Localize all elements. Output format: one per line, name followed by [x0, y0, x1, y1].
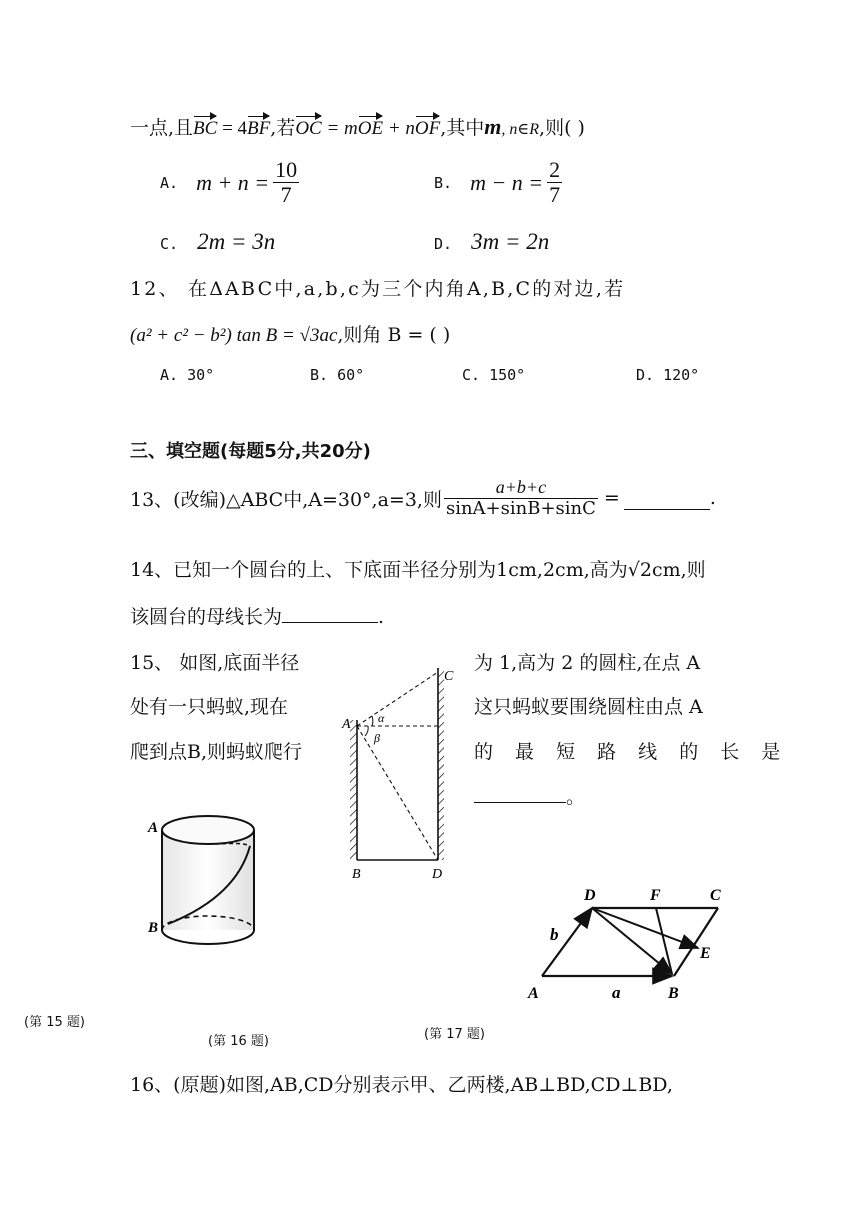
vector-bf: BF — [247, 118, 271, 139]
fig17-caption: (第 17 题) — [424, 1027, 485, 1042]
q11-option-d: D. 3m = 2n — [434, 229, 550, 254]
q15-right-line3: 的 最 短 路 线 的 长 是 — [474, 741, 789, 763]
q15-answer-blank[interactable] — [474, 782, 566, 803]
q15-right-line1: 为 1,高为 2 的圆柱,在点 A — [474, 652, 701, 674]
fig16-label-d: D — [432, 867, 443, 882]
q11-option-c: C. 2m = 3n — [160, 229, 276, 254]
q15-left-line1: 15、 如图,底面半径 — [130, 652, 300, 674]
fig17-label-d: D — [584, 887, 596, 904]
q12-option-c: C. 150° — [462, 366, 526, 384]
q13-answer-blank[interactable] — [624, 487, 710, 510]
q12-option-d: D. 120° — [636, 366, 700, 384]
q14-stem-line1: 14、已知一个圆台的上、下底面半径分别为1cm,2cm,高为√2cm,则 — [130, 559, 706, 581]
q11-stem: 一点,且BC = 4BF,若OC = mOE + nOF,其中m, n∈R,则( ) — [130, 114, 585, 139]
q12-stem: 12、 在ΔABC中,a,b,c为三个内角A,B,C的对边,若 — [130, 278, 626, 300]
fig17-label-c: C — [710, 887, 721, 904]
q15-left-line2: 处有一只蚂蚁,现在 — [130, 696, 289, 718]
fig16-label-c: C — [444, 669, 454, 684]
figure-17-parallelogram — [522, 880, 732, 1005]
q15-left-line3: 爬到点B,则蚂蚁爬行 — [130, 741, 303, 763]
q12-condition: (a² + c² − b²) tan B = √3ac,则角 B = ( ) — [130, 324, 451, 346]
vector-bc: BC — [193, 118, 218, 139]
fig17-vector-b: b — [550, 925, 559, 944]
fig17-label-f: F — [650, 887, 661, 904]
fig15-label-b: B — [148, 920, 159, 936]
q11-option-a: A. m + n = $\frac{10}{7}$ — [160, 157, 298, 208]
q15-right-line2: 这只蚂蚁要围绕圆柱由点 A — [474, 696, 703, 718]
figure-15-cylinder — [138, 800, 278, 960]
figure-16-buildings — [338, 658, 468, 888]
fig15-label-a: A — [148, 820, 159, 836]
q11-option-b: B. m − n = $\frac{2}{7}$ — [434, 157, 561, 208]
vector-oe: OE — [357, 118, 384, 139]
fig16-caption: (第 16 题) — [208, 1034, 269, 1049]
q13-fraction: $\frac{a+b+c}{\sin A+\sin B+\sin C}$ — [445, 477, 596, 519]
vector-oc: OC — [295, 118, 322, 139]
section-title: 三、填空题(每题5分,共20分) — [130, 441, 371, 462]
vector-of: OF — [414, 118, 441, 139]
q14-stem-line2: 该圆台的母线长为 . — [130, 602, 384, 629]
fig17-vector-a: a — [612, 983, 621, 1002]
fraction-2-7: $\frac{2}{7}$ — [549, 157, 561, 208]
q13-stem: 13、(改编)△ABC中,A=30°,a=3,则 $\frac{a+b+c}{\sin A+\sin B+\sin C}$ = . — [130, 477, 716, 519]
q15-answer-line: 。 — [474, 782, 585, 809]
fig15-caption: (第 15 题) — [24, 1015, 85, 1030]
q12-option-a: A. 30° — [160, 366, 215, 384]
fig16-label-b: B — [352, 867, 361, 882]
fig17-label-a: A — [528, 985, 539, 1002]
fig16-alpha: α — [378, 711, 385, 725]
q14-answer-blank[interactable] — [282, 602, 378, 623]
fig16-beta: β — [374, 731, 380, 745]
fig17-label-e: E — [700, 945, 711, 962]
q12-option-b: B. 60° — [310, 366, 365, 384]
fig17-label-b: B — [668, 985, 679, 1002]
fraction-10-7: $\frac{10}{7}$ — [275, 157, 298, 208]
fig16-label-a: A — [342, 717, 351, 732]
q16-stem: 16、(原题)如图,AB,CD分别表示甲、乙两楼,AB⊥BD,CD⊥BD, — [130, 1074, 673, 1096]
